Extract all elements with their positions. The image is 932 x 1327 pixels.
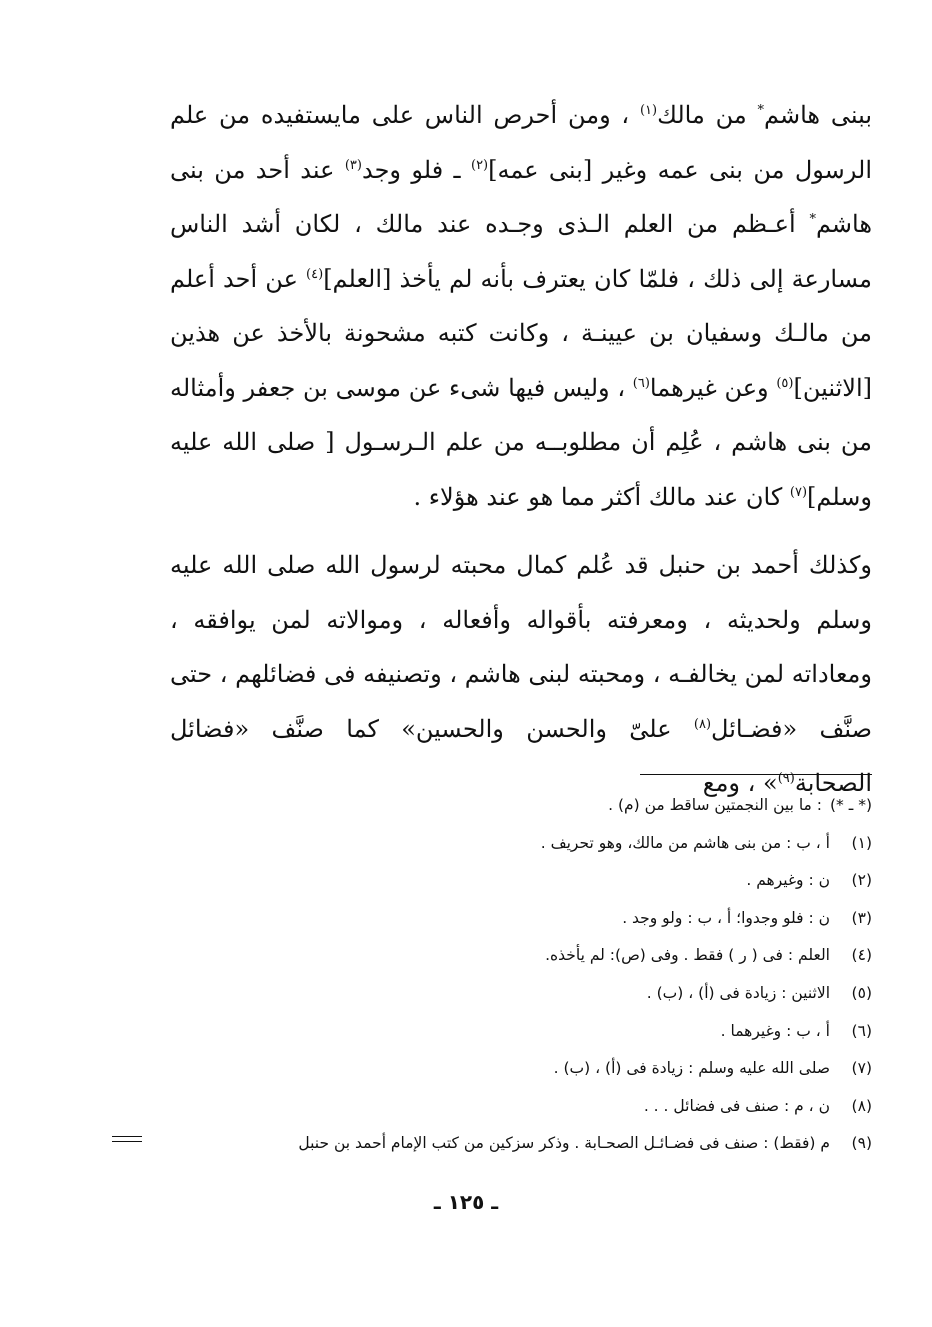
text-run: كان عند مالك أكثر مما هو عند هؤلاء .	[413, 482, 790, 511]
footnote-item	[170, 975, 872, 1013]
footnote-item	[170, 825, 872, 863]
text-run: عند أحد من بنى هاشم	[170, 155, 872, 238]
main-text-block	[170, 88, 872, 811]
text-run: من مالك	[657, 101, 758, 129]
footnote-reference: (١)	[639, 103, 658, 118]
footnote-item	[170, 862, 872, 900]
footnote-text: أ ، ب : وغيرهما .	[720, 1021, 830, 1040]
footnote-text: ن : وغيرهم .	[746, 871, 830, 890]
page-number: ـ ١٢٥ ـ	[433, 1190, 499, 1214]
footnote-item	[170, 937, 872, 975]
footnote-text: الاثنين : زيادة فى (أ) ، (ب) .	[646, 983, 830, 1002]
footnote-marker: (١)	[851, 833, 872, 852]
footnote-reference: *	[757, 103, 764, 118]
text-run: وعن غيرهما	[649, 373, 777, 402]
footnote-reference: (٨)	[693, 716, 712, 732]
footnote-reference: *	[809, 212, 816, 227]
footnote-marker: (٤)	[851, 946, 872, 965]
footnote-item	[170, 1125, 872, 1163]
footnote-text: : ما بين النجمتين ساقط من (م) .	[608, 796, 822, 814]
footnote-item	[170, 1088, 872, 1126]
footnote-text: أ ، ب : من بنى هاشم من مالك، وهو تحريف .	[540, 833, 830, 852]
footnote-text: العلم : فى ( ر ) فقط . وفى (ص): لم يأخذه.	[545, 946, 830, 965]
text-run: ببنى هاشم	[764, 101, 872, 129]
footnote-reference: (٣)	[344, 157, 362, 173]
text-run: » ، ومع	[702, 769, 778, 797]
text-run: ، ومن أحرص الناس على مايستفيده من علم الرسول من بنى عمه وغير [بنى عمه]	[170, 101, 873, 184]
footnote-marker: (٨)	[851, 1096, 872, 1115]
footnote-item	[170, 1013, 872, 1051]
footnote-marker: (٦)	[851, 1021, 872, 1040]
text-run: عن أحد أعلم من مالـك وسفيان بن عيينـة ، وكانت كتبه مشحونة بالأخذ عن هذين [الاثنين]	[170, 264, 872, 402]
footnotes-list	[170, 787, 872, 1163]
footnote-item	[170, 787, 872, 825]
text-run: ـ فلو وجد	[361, 155, 471, 184]
footnote-text: ن ، م : صنف فى فضائل . . .	[643, 1096, 830, 1115]
footnote-reference: (٧)	[789, 484, 808, 500]
footnote-separator	[640, 774, 872, 775]
text-run: وكذلك أحمد بن حنبل قد عُلم كمال محبته لرسول الله صلى الله عليه وسلم ولحديثه ، ومعرفته بأقواله وأفعاله ، وموالاته لمن يوافقه ، ومعاداته لمن يخالفـه ، ومحبته لبنى هاشم ، وتصنيفه فى فضائلهم ، حتى صنَّف «فضـائل	[170, 551, 872, 743]
footnote-item	[170, 900, 872, 938]
footnote-item	[170, 1050, 872, 1088]
text-run: ، وليس فيها شىء عن موسى بن جعفر وأمثاله من بنى هاشم ، عُلِم أن مطلوبــه من علم الـرسـول [ صلى الله عليه وسلم]	[170, 373, 872, 511]
main-paragraph	[170, 88, 872, 524]
footnote-marker: (٧)	[851, 1059, 872, 1078]
main-paragraph	[170, 538, 872, 811]
continuation-mark	[112, 1136, 142, 1146]
footnote-text: م (فقط) : صنف فى فضـائـل الصحـابة . وذكر سزكين من كتب الإمام أحمد بن حنبل	[298, 1134, 830, 1153]
footnote-reference: (٢)	[470, 157, 489, 173]
footnote-reference: (٦)	[632, 375, 650, 391]
footnote-marker: (٢)	[851, 871, 872, 890]
footnote-reference: (٩)	[777, 771, 795, 786]
footnote-text: صلى الله عليه وسلم : زيادة فى (أ) ، (ب) .	[553, 1059, 830, 1078]
footnote-marker: (٣)	[851, 908, 872, 927]
text-run: أعـظم من العلم الـذى وجـده عند مالك ، لكان أشد الناس مسارعة إلى ذلك ، فلمّا كان يعترف بأنه لم يأخذ [العلم]	[170, 210, 873, 293]
footnote-marker: (٩)	[851, 1134, 872, 1153]
footnote-reference: (٥)	[776, 375, 794, 391]
footnote-text: ن : فلو وجدوا؛ أ ، ب : ولو وجد .	[622, 908, 830, 927]
footnote-marker: (* ـ *)	[830, 796, 872, 814]
footnote-marker: (٥)	[851, 983, 872, 1002]
footnote-reference: (٤)	[306, 266, 324, 282]
text-run: علىّ والحسن والحسين» كما صنَّف «فضائل الصحابة	[170, 714, 872, 797]
